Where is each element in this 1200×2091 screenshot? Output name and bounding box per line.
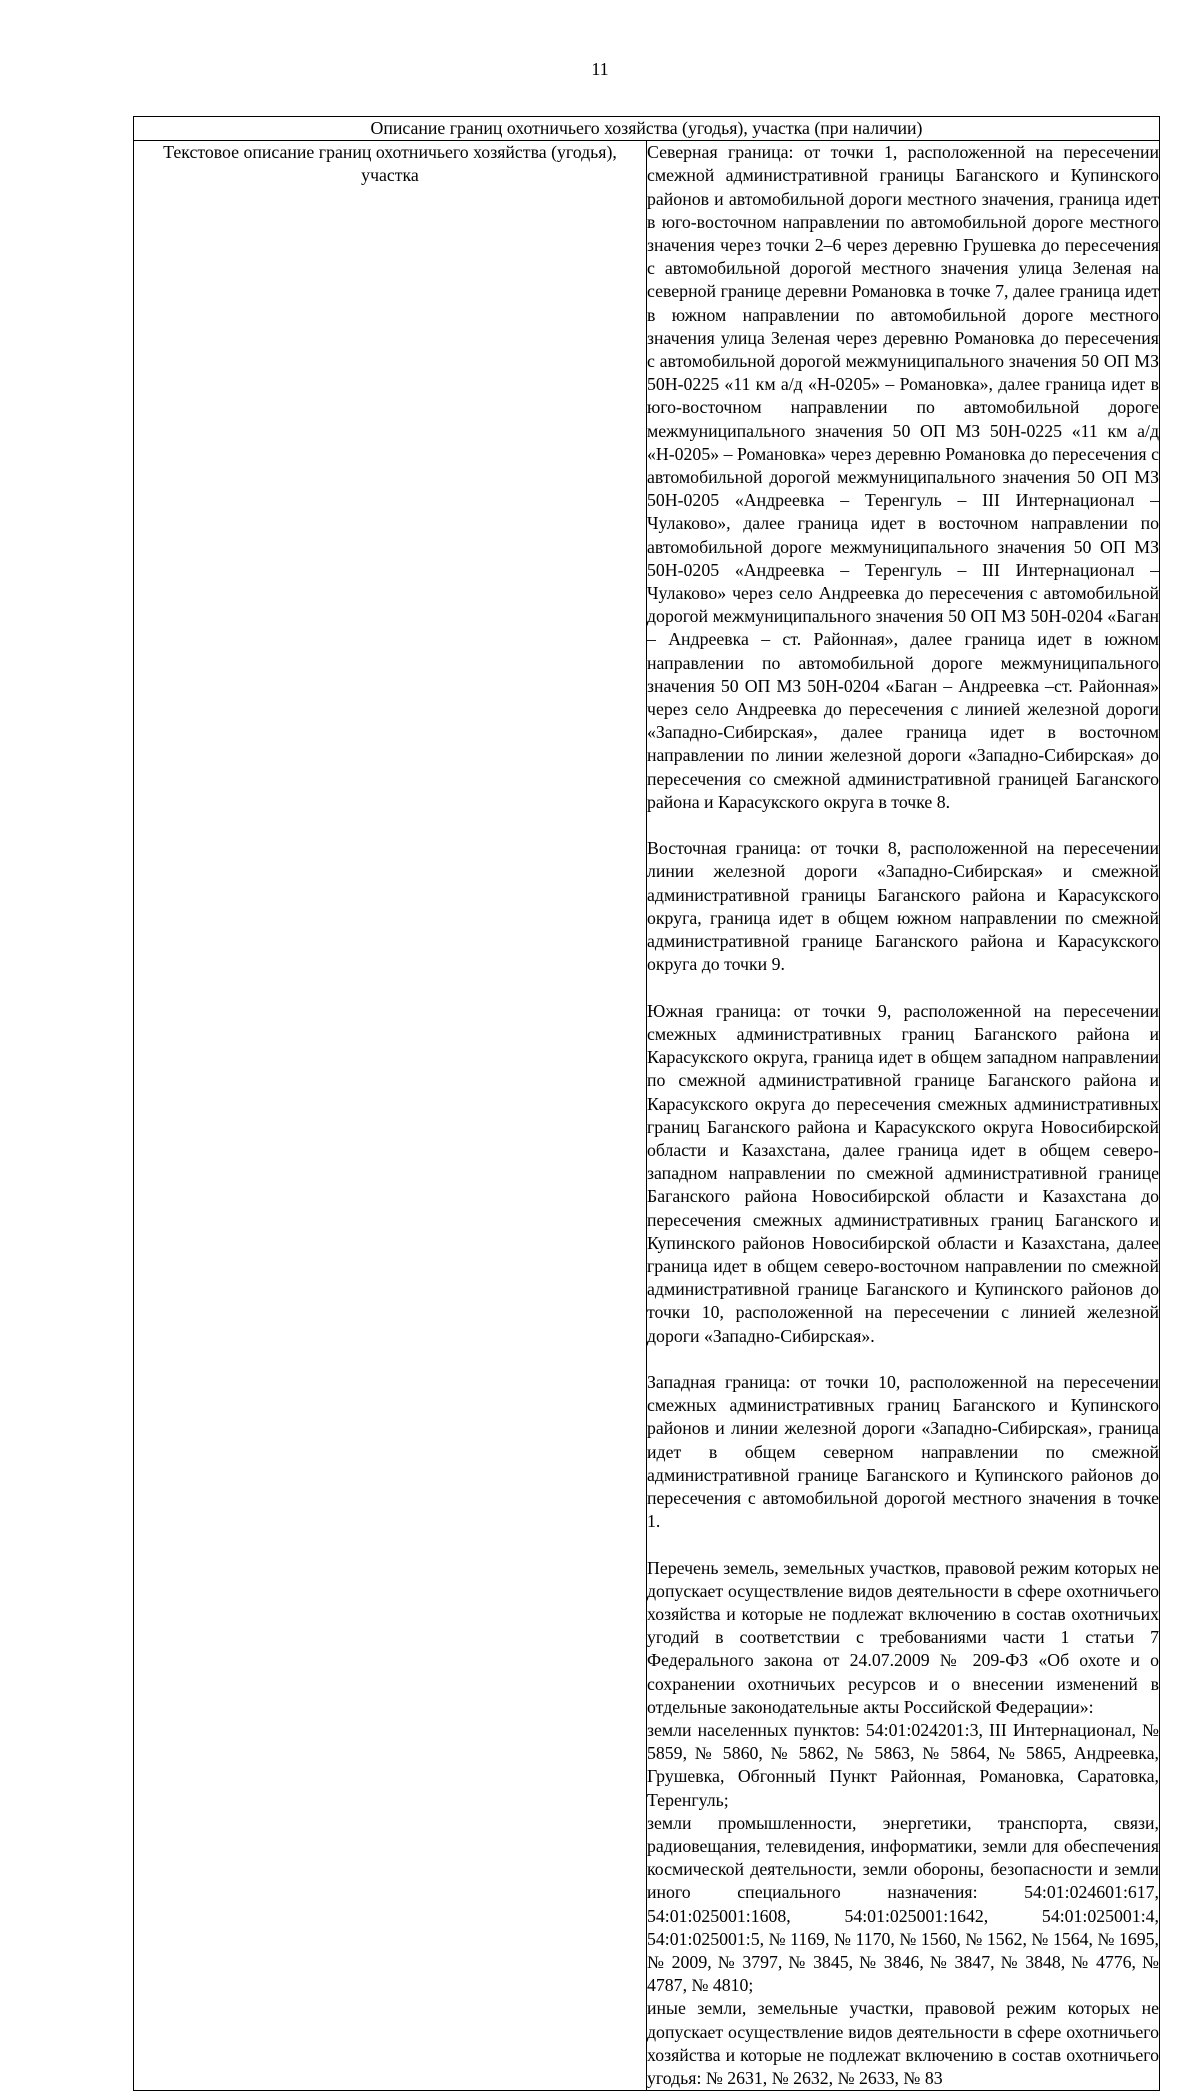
excluded-lands-intro: Перечень земель, земельных участков, правовой режим которых не допускает осуществление видов деятельности в сфере охотничьего хозяйства и которые не подлежат включению в состав охотничьих угодий в соответствии с требованиями части 1 статьи 7 Федерального закона от 24.07.2009 № 209-ФЗ «Об охоте и о сохранении охотничьих ресурсов и о внесении изменений в отдельные законодательные акты Российской Федерации»: (647, 1557, 1159, 1717)
boundary-description (647, 141, 1160, 2091)
excluded-lands (647, 1557, 1159, 2091)
page-number: 11 (591, 59, 609, 79)
table-row (134, 141, 1160, 2091)
west-boundary: Западная граница: от точки 10, расположенной на пересечении смежных административных границ Баганского и Купинского районов и линии железной дороги «Западно-Сибирская», граница идет в общем северном направлении по смежной административной границе Баганского и Купинского районов до пересечения с автомобильной дорогой местного значения в точке 1. (647, 1371, 1159, 1532)
north-boundary: Северная граница: от точки 1, расположенной на пересечении смежной административной границы Баганского и Купинского районов и автомобильной дороги местного значения, граница идет в юго-восточном направлении по автомобильной дороге местного значения через точки 2–6 через деревню Грушевка до пересечения с автомобильной дорогой местного значения улица Зеленая на северной границе деревни Романовка в точке 7, далее граница идет в южном направлении по автомобильной дороге местного значения улица Зеленая через деревню Романовка до пересечения с автомобильной дорогой межмуниципального значения 50 ОП МЗ 50Н-0225 «11 км а/д «Н-0205» – Романовка», далее граница идет в юго-восточном направлении по автомобильной дороге межмуниципального значения 50 ОП МЗ 50Н-0225 «11 км а/д «Н-0205» – Романовка» через деревню Романовка до пересечения с автомобильной дорогой межмуниципального значения 50 ОП МЗ 50Н-0205 «Андреевка – Теренгуль – III Интернационал – Чулаково», далее граница идет в восточном направлении по автомобильной дороге межмуниципального значения 50 ОП МЗ 50Н-0205 «Андреевка – Теренгуль – III Интернационал – Чулаково» через село Андреевка до пересечения с автомобильной дорогой межмуниципального значения 50 ОП МЗ 50Н-0204 «Баган – Андреевка – ст. Районная», далее граница идет в южном направлении по автомобильной дороге межмуниципального значения 50 ОП МЗ 50Н-0204 «Баган – Андреевка –ст. Районная» через село Андреевка до пересечения с линией железной дороги «Западно-Сибирская», далее граница идет в восточном направлении по линии железной дороги «Западно-Сибирская» до пересечения со смежной административной границей Баганского района и Карасукского округа в точке 8. (647, 142, 1159, 812)
south-boundary: Южная граница: от точки 9, расположенной на пересечении смежных административных границ Баганского района и Карасукского округа, граница идет в общем западном направлении по смежной административной границе Баганского района и Карасукского округа до пересечения смежных административных границ Баганского района и Карасукского округа Новосибирской области и Казахстана, далее граница идет в общем северо-западном направлении по смежной административной границе Баганского района Новосибирской области и Казахстана до пересечения смежных административных границ Баганского и Купинского районов Новосибирской области и Казахстана, далее граница идет в общем северо-восточном направлении по смежной административной границе Баганского и Купинского районов до точки 10, расположенной на пересечении с линией железной дороги «Западно-Сибирская». (647, 1000, 1159, 1346)
industry-lands: земли промышленности, энергетики, транспорта, связи, радиовещания, телевидения, информатики, земли для обеспечения космической деятельности, земли обороны, безопасности и земли иного специального назначения: 54:01:024601:617, 54:01:025001:1608, 54:01:025001:1642, 54:01:025001:4, 54:01:025001:5, № 1169, № 1170, № 1560, № 1562, № 1564, № 1695, № 2009, № 3797, № 3845, № 3846, № 3847, № 3848, № 4776, № 4787, № 4810; (647, 1812, 1159, 1996)
table-header-row (134, 117, 1160, 141)
boundaries-table (133, 116, 1160, 2091)
east-boundary: Восточная граница: от точки 8, расположенной на пересечении линии железной дороги «Западно-Сибирская» и смежной административной границы Баганского района и Карасукского округа, граница идет в общем южном направлении по смежной административной границе Баганского района и Карасукского округа до точки 9. (647, 838, 1159, 975)
settlement-lands: земли населенных пунктов: 54:01:024201:3, III Интернационал, № 5859, № 5860, № 5862, № 5863, № 5864, № 5865, Андреевка, Грушевка, Обгонный Пункт Районная, Романовка, Саратовка, Теренгуль; (647, 1719, 1159, 1810)
other-lands: иные земли, земельные участки, правовой режим которых не допускает осуществление видов деятельности в сфере охотничьего хозяйства и которые не подлежат включению в состав охотничьего угодья: № 2631, № 2632, № 2633, № 83 (647, 1998, 1159, 2088)
table-header: Описание границ охотничьего хозяйства (угодья), участка (при наличии) (134, 117, 1160, 141)
row-label: Текстовое описание границ охотничьего хозяйства (угодья), участка (134, 141, 647, 2091)
